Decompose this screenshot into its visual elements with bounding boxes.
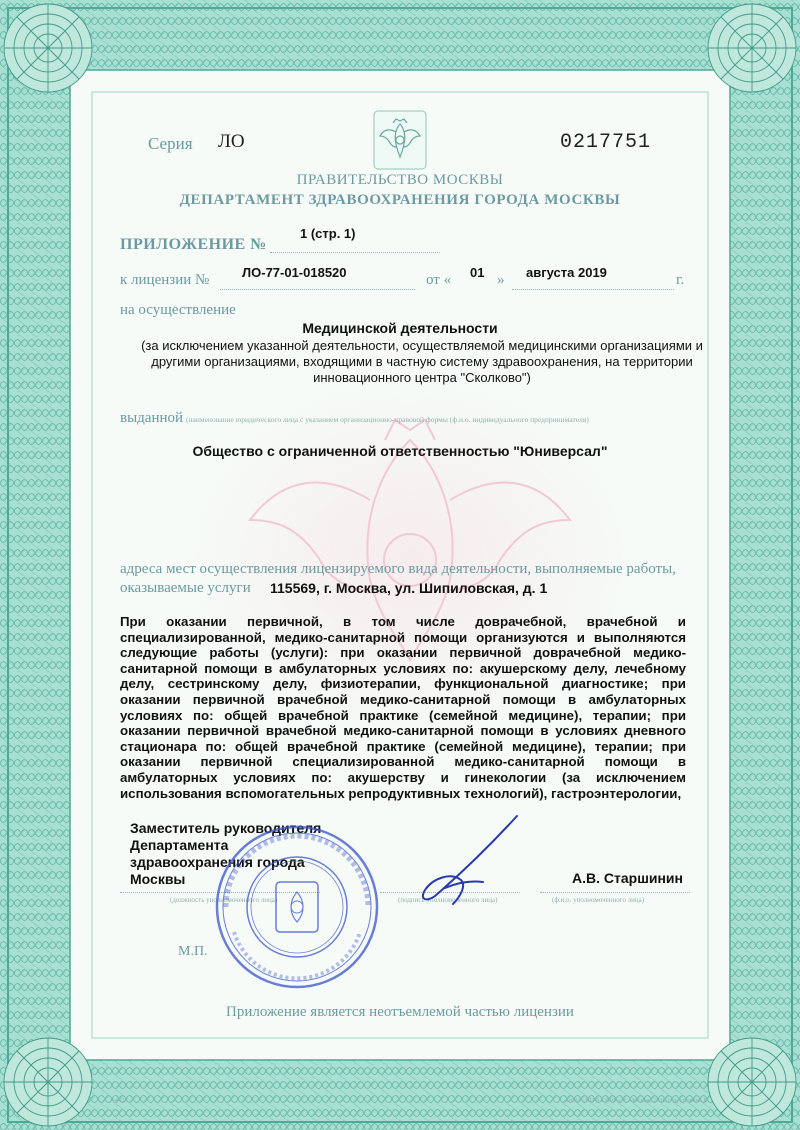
activity-note: (за исключением указанной деятельности, осуществляемой медицинскими организациями и другими организациями, входящими в частную систему здравоохранения, на территории инновационного центра "Сколково") — [141, 338, 703, 385]
license-form-number: 0217751 — [560, 131, 652, 154]
organization-name: Общество с ограниченной ответственностью "Юниверсал" — [192, 443, 608, 459]
issued-hint: (наименование юридического лица с указанием организационно-правовой формы (ф.и.о. индивидуального предпринимателя) — [186, 415, 589, 424]
license-date-prefix: от « — [426, 272, 452, 288]
services-description: При оказании первичной, в том числе доврачебной, врачебной и специализированной, медико-санитарной помощи организуются и выполняются следующие работы (услуги): при оказании первичной доврачебной медико-санитарной помощи в амбулаторных условиях по: акушерскому делу, лечебному делу, сестринскому делу, физиотерапии, функциональной диагностике; при оказании первичной врачебной медико-санитарной помощи в амбулаторных условиях по: общей врачебной практике (семейной медицине), терапии; при оказании первичной врачебной медико-санитарной помощи в условиях дневного стационара по: общей врачебной практике (семейной медицине), терапии; при оказании первичной специализированной медико-санитарной помощи в амбулаторных условиях по: акушерству и гинекологии (за исключением использования вспомогательных репродуктивных технологий), гастроэнтерологии, — [120, 614, 686, 801]
issued-label: выданной — [120, 410, 184, 426]
eagle-emblem-icon — [373, 110, 427, 170]
license-year-suffix: г. — [676, 272, 685, 288]
activity-title: Медицинской деятельности — [302, 320, 498, 336]
signer-position-line: Заместитель руководителя — [130, 820, 322, 836]
license-day: 01 — [470, 265, 485, 280]
footer-note: Приложение является неотъемлемой частью лицензии — [226, 1004, 574, 1020]
signer-position-line: Департамента — [130, 837, 229, 853]
name-hint: (ф.и.о. уполномоченного лица) — [552, 896, 645, 904]
license-label: к лицензии № — [120, 272, 210, 288]
license-number: ЛО-77-01-018520 — [242, 265, 347, 280]
stamp-place-label: М.П. — [178, 944, 208, 959]
signer-position-line: Москвы — [130, 871, 186, 887]
activity-label: на осуществление — [120, 302, 236, 318]
appendix-label: ПРИЛОЖЕНИЕ № — [120, 236, 267, 253]
handwritten-signature-icon — [405, 810, 525, 910]
printer-info: ООО «НПФ ГРАФ», г. Москва, 2018 год, уровень В — [566, 1097, 708, 1104]
signer-position-line: здравоохранения города — [130, 854, 305, 870]
government-name: ПРАВИТЕЛЬСТВО МОСКВЫ — [296, 172, 504, 188]
address-label-line2: оказываемые услуги — [120, 580, 251, 596]
department-name: ДЕПАРТАМЕНТ ЗДРАВООХРАНЕНИЯ ГОРОДА МОСКВЫ — [179, 192, 621, 208]
address-label-line1: адреса мест осуществления лицензируемого вида деятельности, выполняемые работы, — [120, 561, 676, 577]
license-month-year: августа 2019 — [526, 265, 607, 280]
form-code: А4437 — [110, 1097, 128, 1104]
position-hint: (должность уполномоченного лица) — [170, 896, 278, 904]
license-date-quote: » — [497, 272, 505, 288]
series-value: ЛО — [218, 131, 245, 152]
appendix-number: 1 (стр. 1) — [300, 226, 356, 241]
series-label: Серия — [148, 134, 193, 153]
signer-name: А.В. Старшинин — [572, 870, 683, 886]
signature-hint: (подпись уполномоченного лица) — [398, 896, 498, 904]
address-value: 115569, г. Москва, ул. Шипиловская, д. 1 — [270, 580, 548, 596]
official-stamp-icon — [212, 822, 382, 992]
